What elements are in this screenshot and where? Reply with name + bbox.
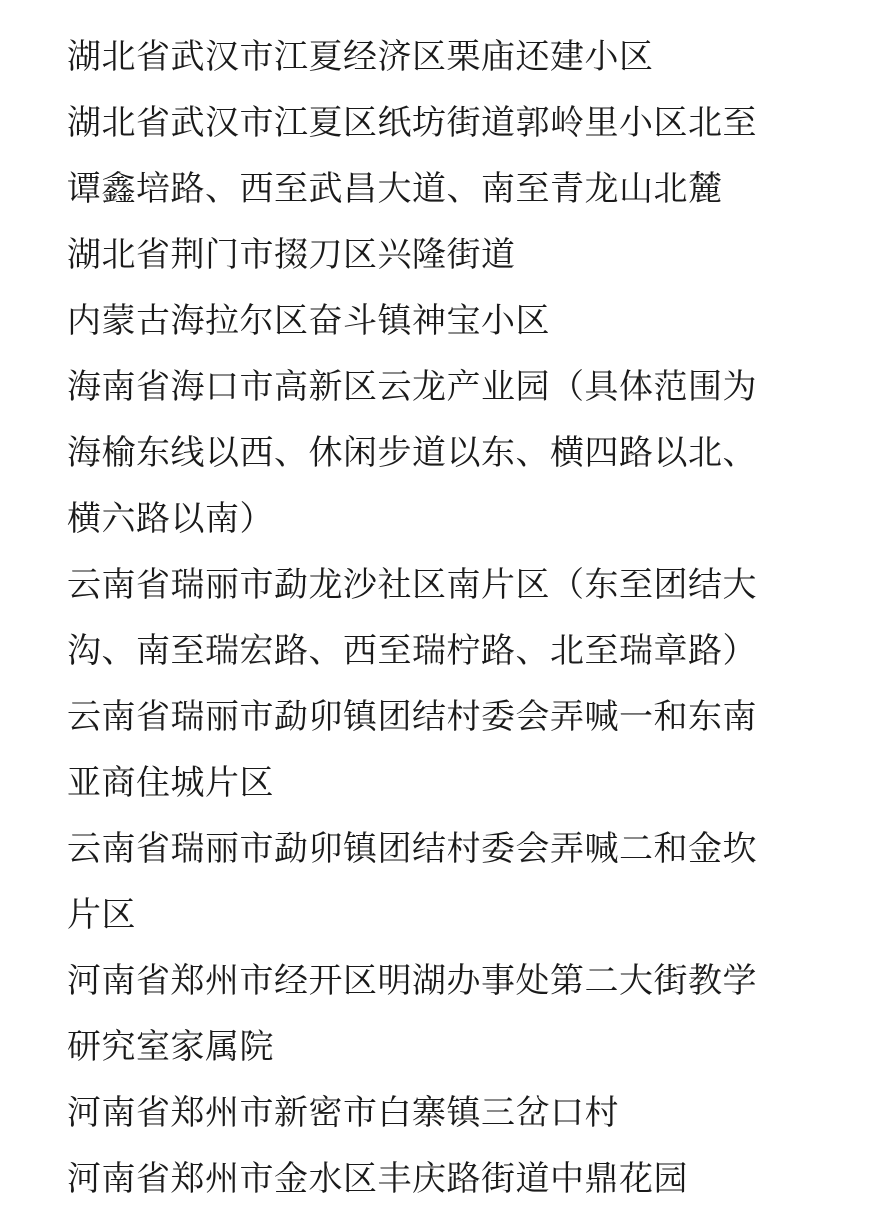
text-line: 湖北省武汉市江夏经济区栗庙还建小区 bbox=[67, 37, 654, 77]
text-line: 云南省瑞丽市勐龙沙社区南片区（东至团结大 bbox=[67, 565, 757, 605]
text-line: 河南省郑州市经开区明湖办事处第二大街教学 bbox=[67, 961, 757, 1001]
text-line: 亚商住城片区 bbox=[67, 763, 274, 803]
text-line: 沟、南至瑞宏路、西至瑞柠路、北至瑞章路） bbox=[67, 631, 757, 671]
text-line: 内蒙古海拉尔区奋斗镇神宝小区 bbox=[67, 301, 550, 341]
text-line: 河南省郑州市新密市白寨镇三岔口村 bbox=[67, 1093, 619, 1133]
text-line: 湖北省武汉市江夏区纸坊街道郭岭里小区北至 bbox=[67, 103, 757, 143]
text-line: 云南省瑞丽市勐卯镇团结村委会弄喊二和金坎 bbox=[67, 829, 757, 869]
text-line: 研究室家属院 bbox=[67, 1027, 274, 1067]
text-line: 海榆东线以西、休闲步道以东、横四路以北、 bbox=[67, 433, 757, 473]
address-list bbox=[67, 24, 827, 1212]
text-line: 云南省瑞丽市勐卯镇团结村委会弄喊一和东南 bbox=[67, 697, 757, 737]
text-line: 片区 bbox=[67, 895, 136, 935]
text-line: 谭鑫培路、西至武昌大道、南至青龙山北麓 bbox=[67, 169, 723, 209]
text-line: 横六路以南） bbox=[67, 499, 274, 539]
text-line: 湖北省荆门市掇刀区兴隆街道 bbox=[67, 235, 516, 275]
text-line: 河南省郑州市金水区丰庆路街道中鼎花园 bbox=[67, 1159, 688, 1199]
text-line: 海南省海口市高新区云龙产业园（具体范围为 bbox=[67, 367, 757, 407]
